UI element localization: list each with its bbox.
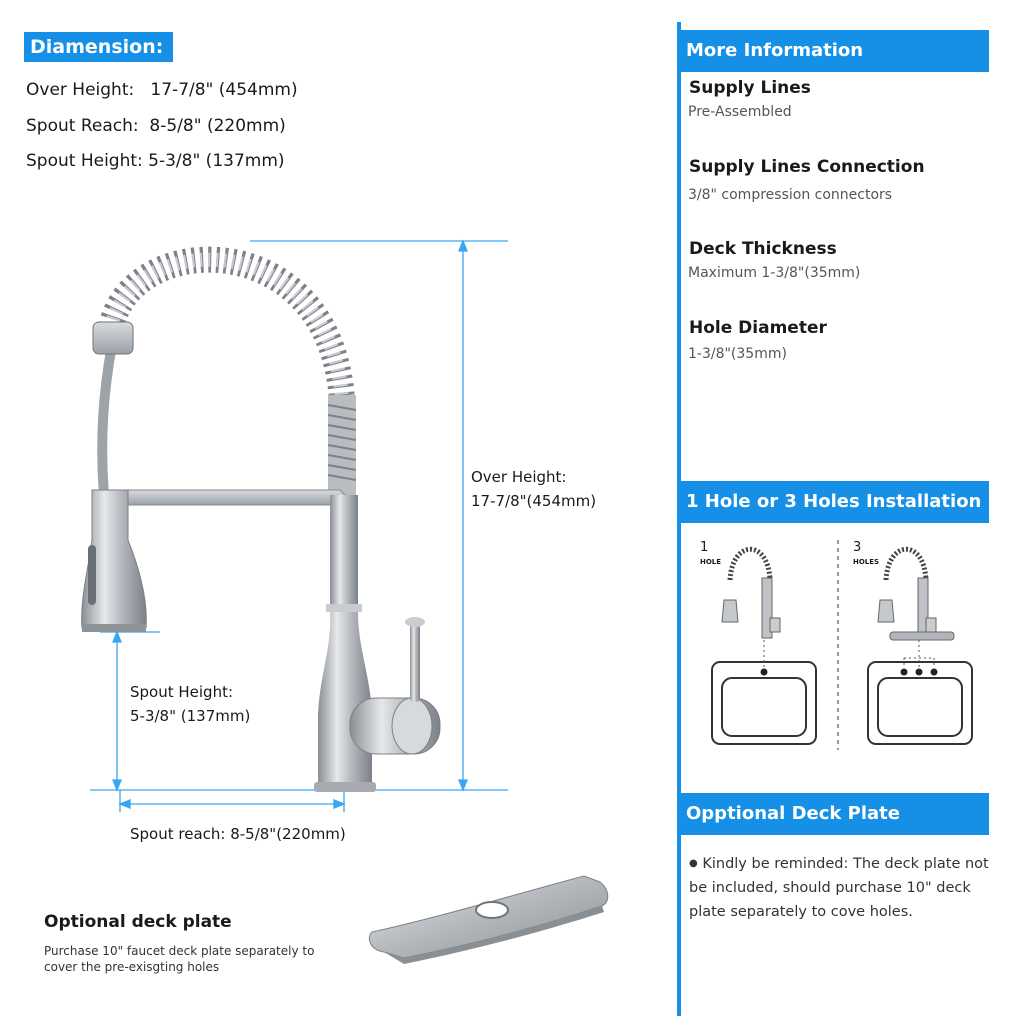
install-one-text: HOLE [700,558,722,566]
deck-plate-note [689,852,989,924]
install-three-text: HOLES [853,558,880,566]
installation-header: 1 Hole or 3 Holes Installation [678,481,989,523]
dimension-spout-height: Spout Height: 5-3/8" (137mm) [26,151,285,171]
spout-height-label: Spout Height: [130,683,234,701]
info-supply-lines-value: Pre-Assembled [688,104,792,120]
spout-reach-label: Spout reach: 8-5/8"(220mm) [130,825,346,843]
info-supply-lines-label: Supply Lines [689,78,811,98]
info-hole-diameter-value: 1-3/8"(35mm) [688,346,787,362]
dimension-title: Diamension: [24,32,173,62]
info-hole-diameter-label: Hole Diameter [689,318,827,338]
optional-deck-text: Purchase 10" faucet deck plate separately to cover the pre-exisgting holes [44,944,315,974]
more-info-header: More Information [678,30,989,72]
deck-plate-image [364,872,614,972]
install-one-number: 1 [700,540,709,555]
spout-height-value: 5-3/8" (137mm) [130,707,251,725]
dimension-over-height: Over Height: 17-7/8" (454mm) [26,80,298,100]
over-height-label: Over Height: [471,468,567,486]
faucet-dimension-diagram [0,220,520,820]
dimension-spout-reach: Spout Reach: 8-5/8" (220mm) [26,116,286,136]
bullet-icon: ● [689,858,698,869]
install-three-number: 3 [853,540,862,555]
info-deck-thickness-value: Maximum 1-3/8"(35mm) [688,265,861,281]
deck-plate-header: Opptional Deck Plate [678,793,989,835]
deck-plate-note-text: Kindly be reminded: The deck plate not be included, should purchase 10" deck plate separately to cove holes. [689,856,989,920]
optional-deck-title: Optional deck plate [44,912,232,932]
info-connection-label: Supply Lines Connection [689,157,925,177]
info-connection-value: 3/8" compression connectors [688,187,893,203]
over-height-value: 17-7/8"(454mm) [471,492,597,510]
info-deck-thickness-label: Deck Thickness [689,239,837,259]
installation-diagram [690,530,990,760]
